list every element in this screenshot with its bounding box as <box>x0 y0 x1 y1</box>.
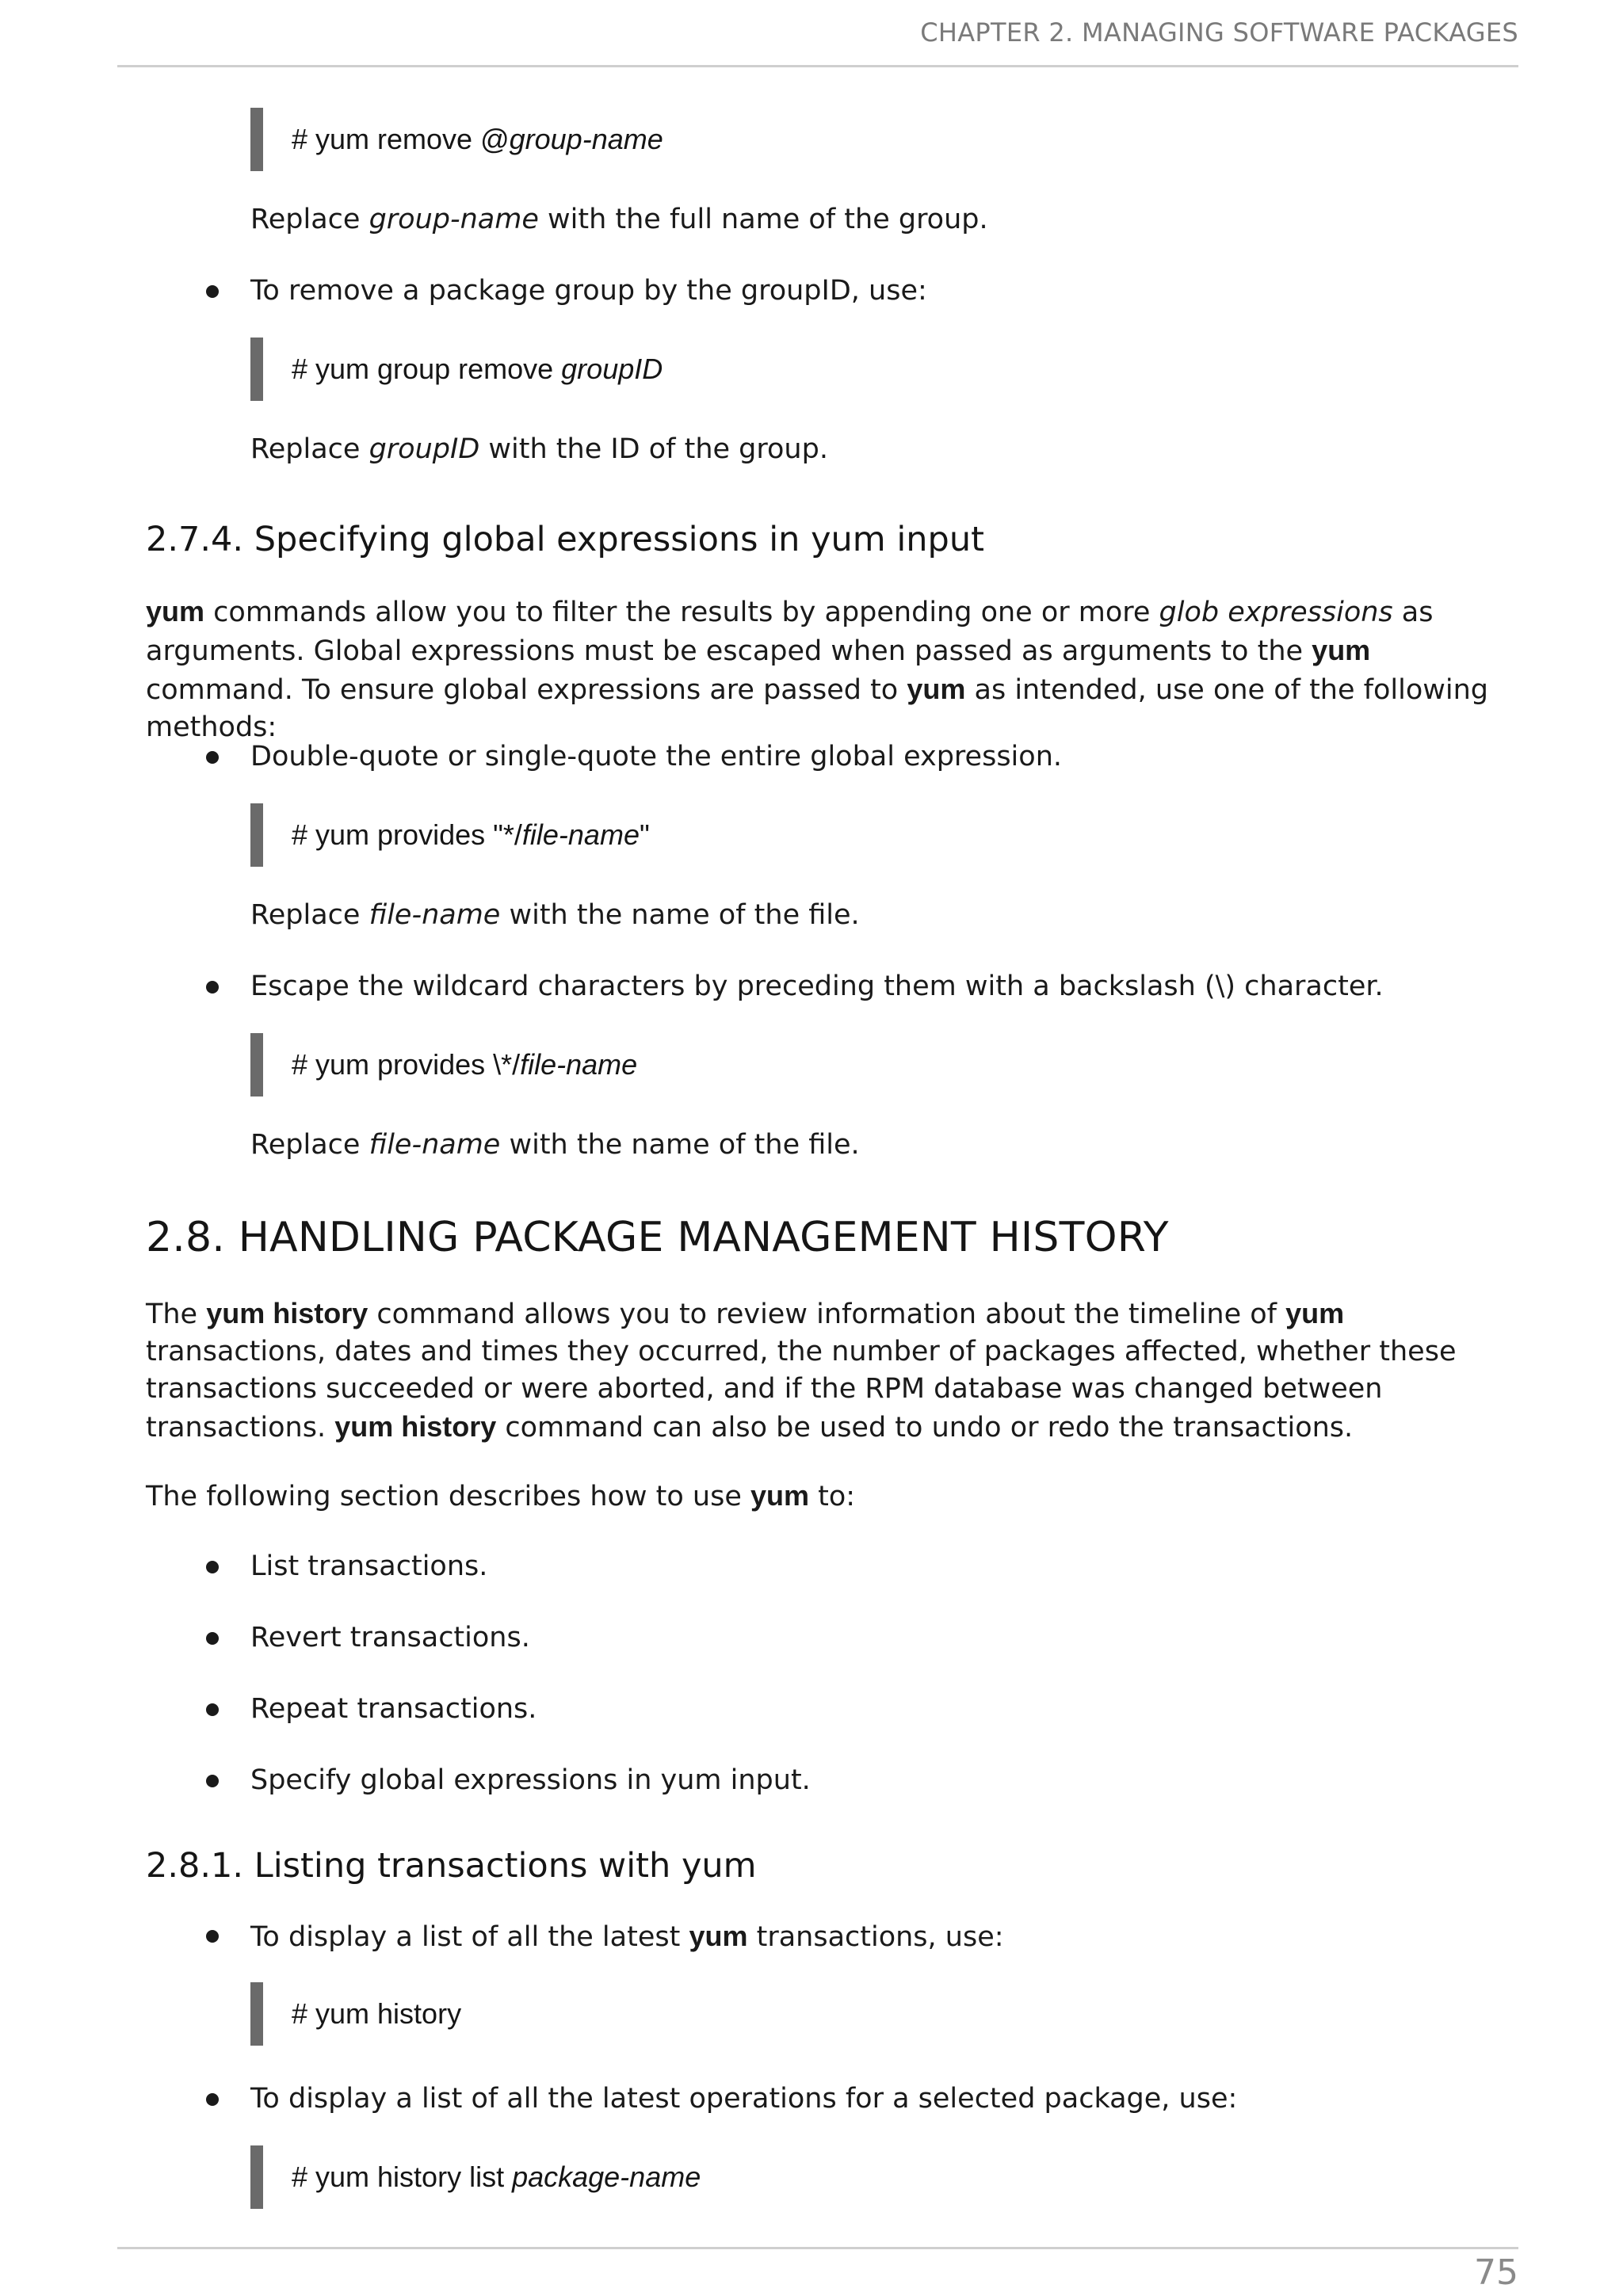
following-section-paragraph: The following section describes how to use yum to: <box>146 1479 856 1512</box>
code-argument: package-name <box>512 2161 701 2193</box>
code-block-provides-quoted <box>250 803 1439 867</box>
section-heading-2-8: 2.8. HANDLING PACKAGE MANAGEMENT HISTORY <box>146 1214 1169 1261</box>
list-item: Revert transactions. <box>206 1619 1522 1659</box>
section-heading-2-7-4: 2.7.4. Specifying global expressions in yum input <box>146 520 984 559</box>
replace-group-name-note: Replace group-name with the full name of the group. <box>250 204 988 235</box>
code-command: # yum provides \*/ <box>292 1048 521 1081</box>
bullet-icon <box>206 1561 219 1573</box>
page-header <box>117 16 1518 67</box>
list-item-escape: Escape the wildcard characters by preceding them with a backslash (\) character. <box>206 968 1522 1008</box>
code-block-history-list <box>250 2145 1439 2209</box>
code-block-remove-group-name <box>250 108 1439 171</box>
list-item: Repeat transactions. <box>206 1691 1522 1730</box>
bullet-icon <box>206 285 219 298</box>
section-heading-2-8-1: 2.8.1. Listing transactions with yum <box>146 1846 757 1886</box>
code-argument: file-name <box>521 818 640 851</box>
code-suffix: " <box>639 818 650 851</box>
code-command: # yum history list <box>292 2161 513 2193</box>
replace-file-name-note-2: Replace file-name with the name of the file. <box>250 1129 860 1161</box>
code-argument: group-name <box>509 123 663 155</box>
glob-intro-paragraph: yum commands allow you to filter the results by appending one or more glob expressions as arguments. Global expressions must be escaped when passed as arguments to the yum command. To ensure global expressions are passed to yum as intended, use one of the following methods: <box>146 595 1488 743</box>
bullet-icon <box>206 1703 219 1716</box>
code-command: # yum provides "*/ <box>292 818 522 851</box>
history-intro-paragraph: The yum history command allows you to review information about the timeline of yum transactions, dates and times they occurred, the number of packages affected, whether these transactions succeeded or were aborted, and if the RPM database was changed between transactions. yum history command can also be used to undo or redo the transactions. <box>146 1297 1457 1444</box>
list-item-remove-by-id: To remove a package group by the groupID, use: <box>206 273 1522 312</box>
code-command: # yum remove @ <box>292 123 510 155</box>
code-command: # yum history <box>292 1997 462 2030</box>
list-item: Specify global expressions in yum input. <box>206 1762 1522 1802</box>
list-item-display-ops: To display a list of all the latest operations for a selected package, use: <box>206 2081 1522 2120</box>
list-item-quote: Double-quote or single-quote the entire global expression. <box>206 738 1522 778</box>
code-argument: file-name <box>520 1048 638 1081</box>
bullet-icon <box>206 1775 219 1787</box>
list-item-display-latest: To display a list of all the latest yum transactions, use: <box>206 1917 1522 1957</box>
replace-file-name-note-1: Replace file-name with the name of the file. <box>250 899 860 931</box>
code-block-provides-escaped <box>250 1033 1439 1097</box>
list-item: List transactions. <box>206 1548 1522 1588</box>
replace-group-id-note: Replace groupID with the ID of the group. <box>250 433 828 465</box>
page-footer <box>117 2247 1518 2293</box>
code-argument: groupID <box>561 353 663 385</box>
page-number: 75 <box>1474 2252 1518 2293</box>
code-block-group-remove-id <box>250 338 1439 401</box>
code-command: # yum group remove <box>292 353 562 385</box>
bullet-icon <box>206 751 219 764</box>
bullet-icon <box>206 1632 219 1645</box>
code-block-history <box>250 1982 1439 2046</box>
bullet-icon <box>206 981 219 994</box>
bullet-icon <box>206 1930 219 1943</box>
bullet-icon <box>206 2093 219 2106</box>
running-header-title: CHAPTER 2. MANAGING SOFTWARE PACKAGES <box>920 17 1518 48</box>
